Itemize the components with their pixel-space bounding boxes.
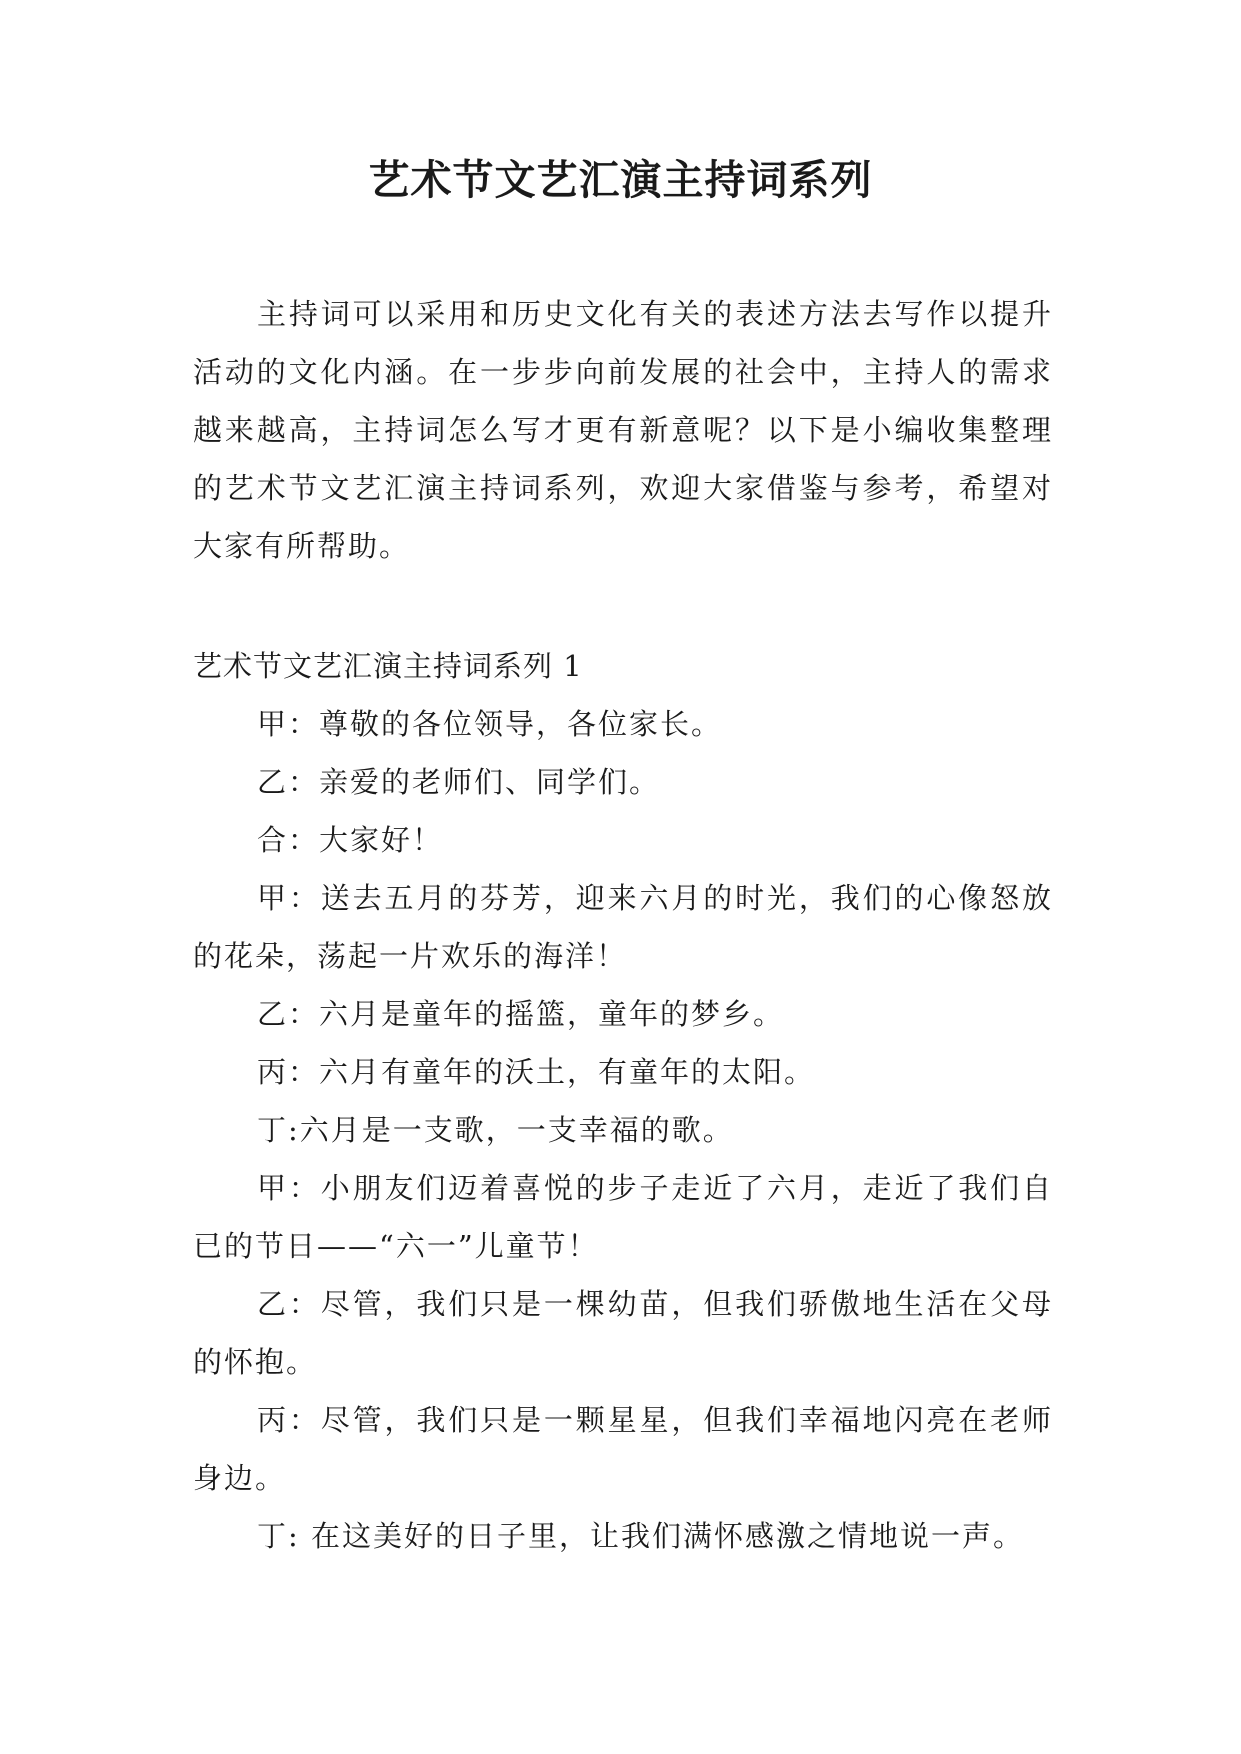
script-section xyxy=(193,637,1053,1565)
script-line: 甲：送去五月的芬芳，迎来六月的时光，我们的心像怒放的花朵，荡起一片欢乐的海洋！ xyxy=(193,881,1053,973)
script-line: 丙：尽管，我们只是一颗星星，但我们幸福地闪亮在老师身边。 xyxy=(193,1403,1053,1495)
script-line: 丙：六月有童年的沃土，有童年的太阳。 xyxy=(257,1055,816,1089)
script-line: 甲：小朋友们迈着喜悦的步子走近了六月，走近了我们自已的节日——“六一”儿童节！ xyxy=(193,1171,1053,1263)
script-line: 乙：亲爱的老师们、同学们。 xyxy=(257,765,661,799)
script-line: 丁: 在这美好的日子里，让我们满怀感激之情地说一声。 xyxy=(257,1519,1024,1553)
section-heading: 艺术节文艺汇演主持词系列 1 xyxy=(193,649,583,683)
script-line: 乙：六月是童年的摇篮，童年的梦乡。 xyxy=(257,997,785,1031)
page-title: 艺术节文艺汇演主持词系列 xyxy=(368,156,873,204)
script-line: 合：大家好！ xyxy=(257,823,444,857)
script-line: 丁:六月是一支歌，一支幸福的歌。 xyxy=(257,1113,734,1147)
intro-paragraph: 主持词可以采用和历史文化有关的表述方法去写作以提升活动的文化内涵。在一步步向前发展的社会中，主持人的需求越来越高，主持词怎么写才更有新意呢？以下是小编收集整理的艺术节文艺汇演主持词系列，欢迎大家借鉴与参考，希望对大家有所帮助。 xyxy=(193,297,1053,563)
script-line: 乙：尽管，我们只是一棵幼苗，但我们骄傲地生活在父母的怀抱。 xyxy=(193,1287,1053,1379)
script-line: 甲：尊敬的各位领导，各位家长。 xyxy=(257,707,723,741)
